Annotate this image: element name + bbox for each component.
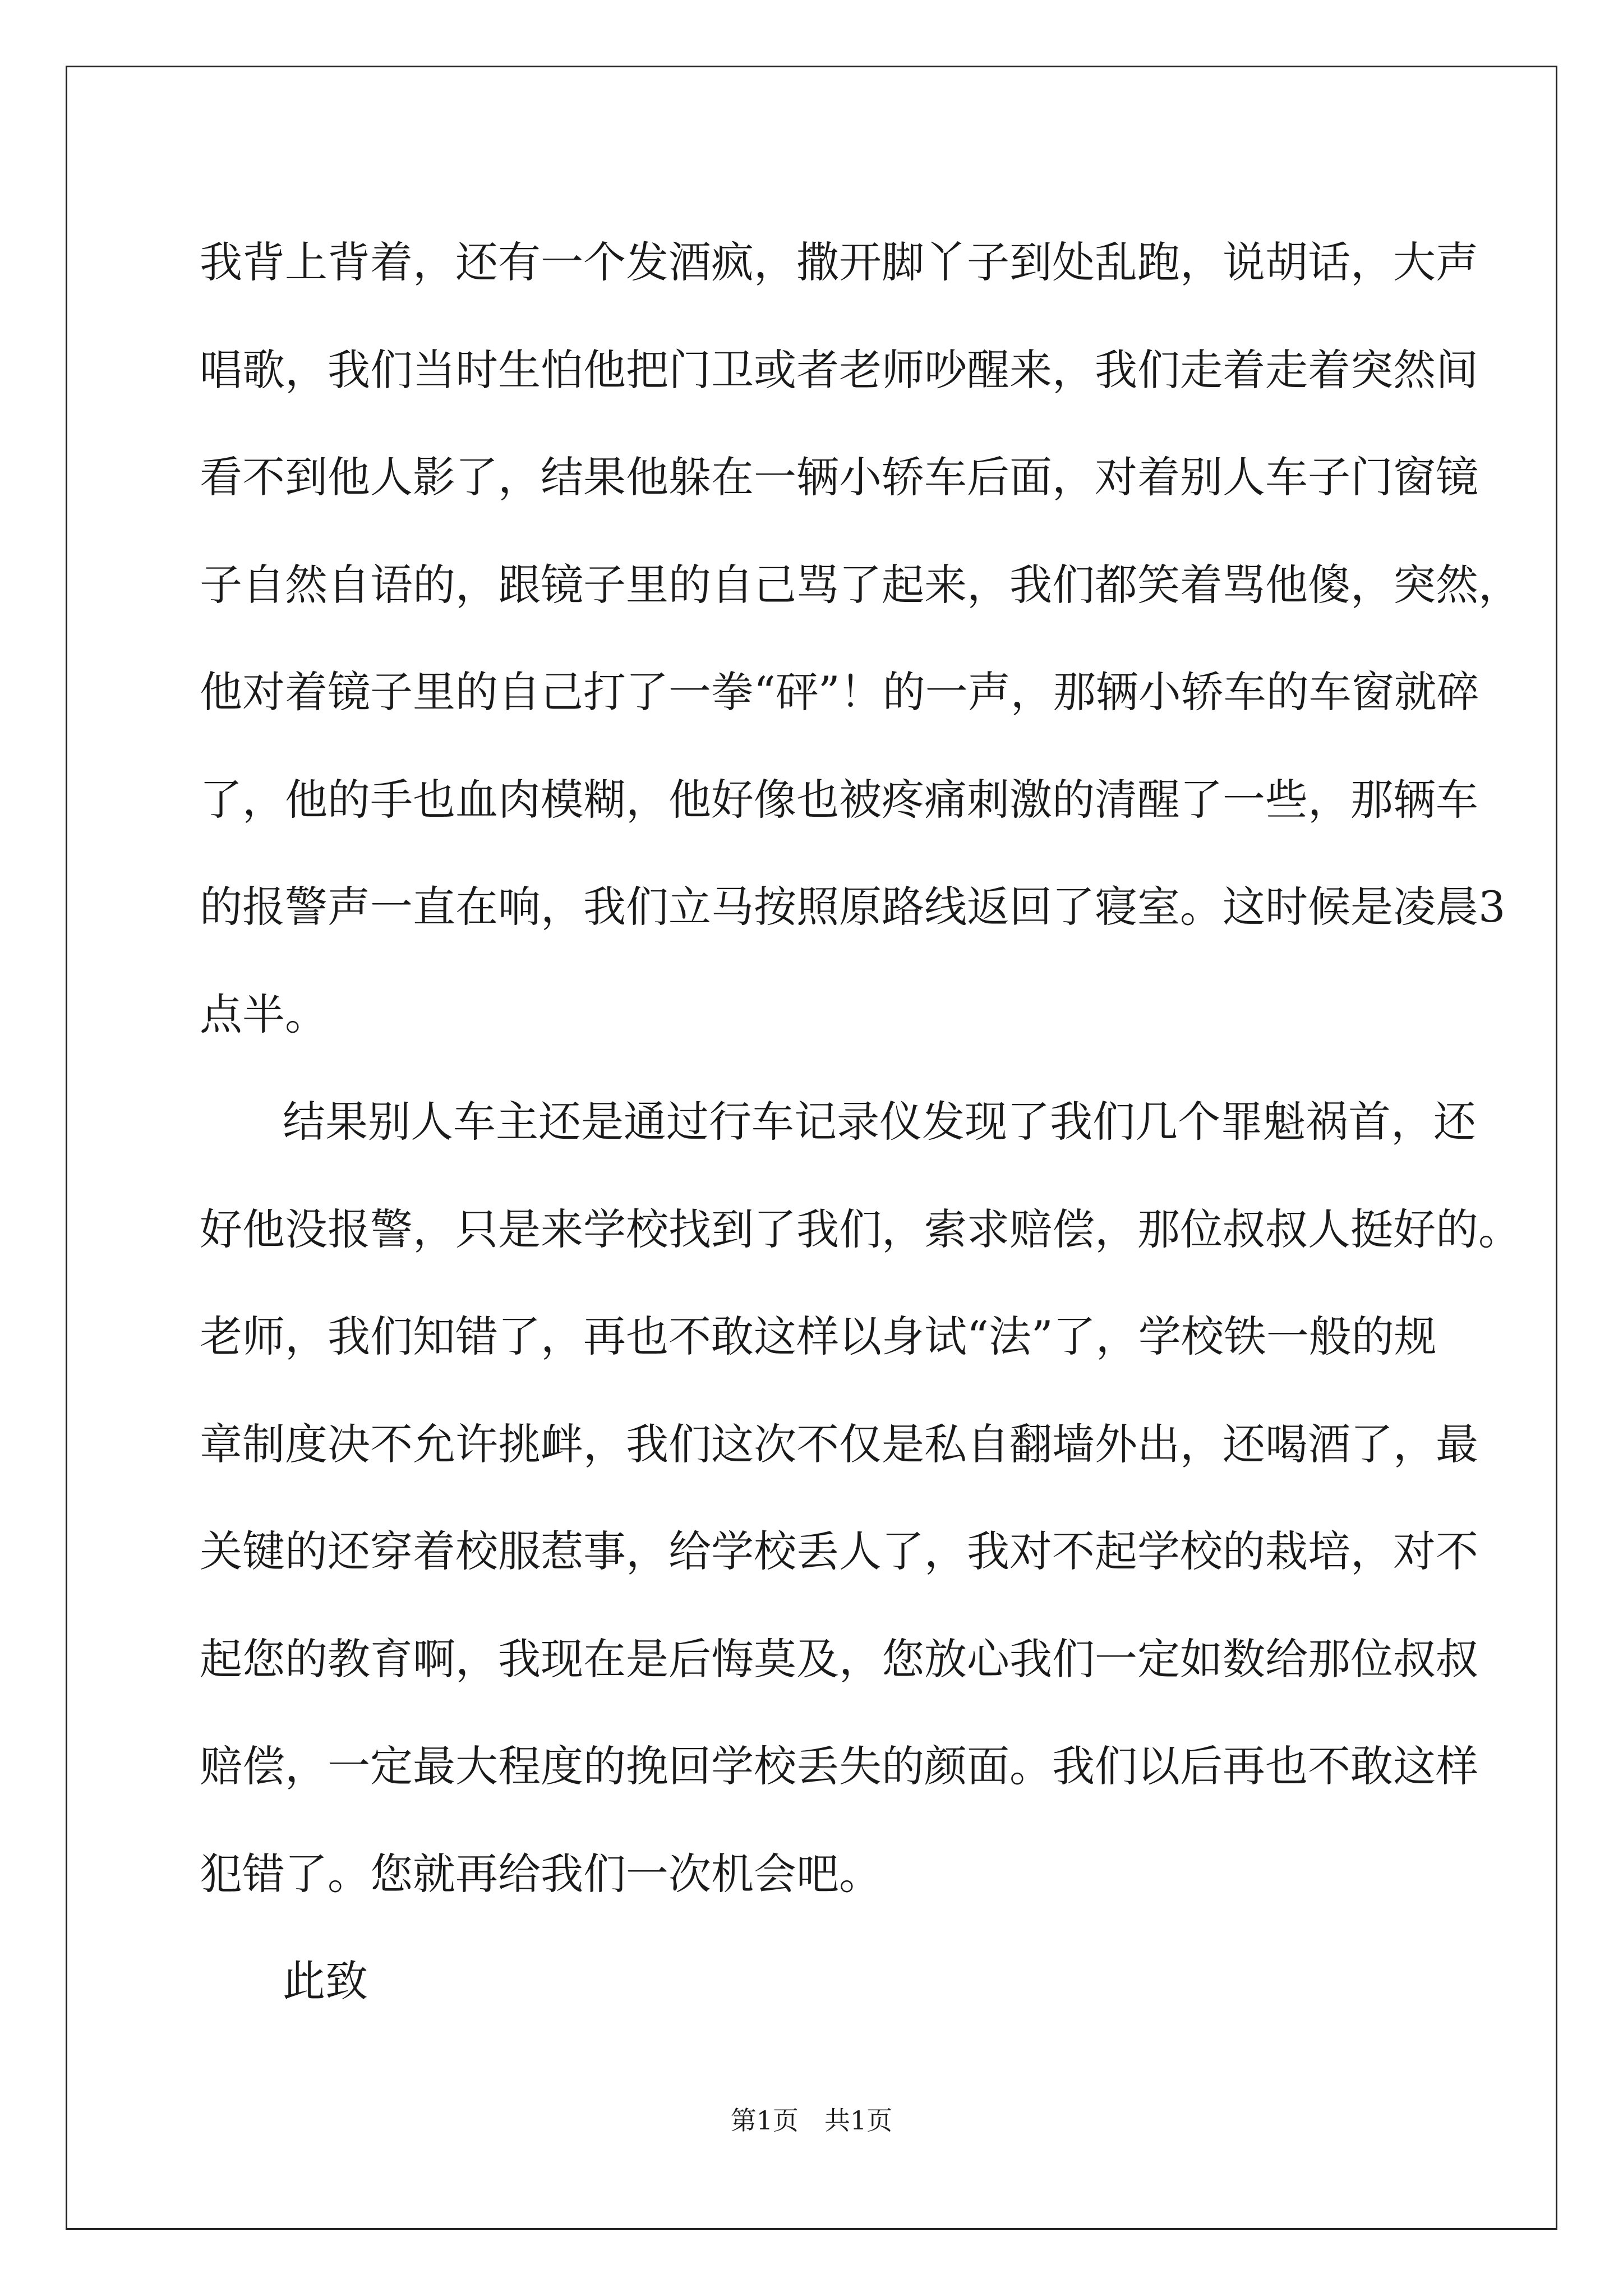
text-line-7: 的报警声一直在响，我们立马按照原路线返回了寝室。这时候是凌晨3 xyxy=(200,882,1506,932)
text-line-11: 老师，我们知错了，再也不敢这样以身试“法”了，学校铁一般的规 xyxy=(200,1312,1437,1361)
page-total: 共1页 xyxy=(824,2105,893,2136)
text-line-9: 结果别人车主还是通过行车记录仪发现了我们几个罪魁祸首，还 xyxy=(283,1097,1476,1147)
document-body xyxy=(200,209,1521,2035)
closing-salutation: 此致 xyxy=(283,1956,368,2006)
text-line-2: 唱歌，我们当时生怕他把门卫或者老师吵醒来，我们走着走着突然间 xyxy=(200,344,1478,395)
page-footer xyxy=(0,2100,1623,2137)
text-line-16: 犯错了。您就再给我们一次机会吧。 xyxy=(200,1848,882,1899)
text-line-15: 赔偿，一定最大程度的挽回学校丢失的颜面。我们以后再也不敢这样 xyxy=(200,1741,1478,1791)
text-line-10: 好他没报警，只是来学校找到了我们，索求赔偿，那位叔叔人挺好的。 xyxy=(200,1204,1521,1254)
text-line-3: 看不到他人影了，结果他躲在一辆小轿车后面，对着别人车子门窗镜 xyxy=(200,452,1478,502)
text-line-12: 章制度决不允许挑衅，我们这次不仅是私自翻墙外出，还喝酒了，最 xyxy=(200,1419,1478,1469)
text-line-4: 子自然自语的，跟镜子里的自己骂了起来，我们都笑着骂他傻，突然， xyxy=(200,559,1521,610)
text-line-5: 他对着镜子里的自己打了一拳“砰”！的一声，那辆小轿车的车窗就碎 xyxy=(200,667,1479,717)
text-line-6: 了，他的手也血肉模糊，他好像也被疼痛刺激的清醒了一些，那辆车 xyxy=(200,774,1478,825)
page-number: 第1页 xyxy=(730,2105,799,2136)
text-line-13: 关键的还穿着校服惹事，给学校丢人了，我对不起学校的栽培，对不 xyxy=(200,1526,1478,1576)
text-line-1: 我背上背着，还有一个发酒疯，撒开脚丫子到处乱跑，说胡话，大声 xyxy=(200,237,1478,287)
text-line-8: 点半。 xyxy=(200,989,328,1039)
text-line-14: 起您的教育啊，我现在是后悔莫及，您放心我们一定如数给那位叔叔 xyxy=(200,1634,1478,1684)
